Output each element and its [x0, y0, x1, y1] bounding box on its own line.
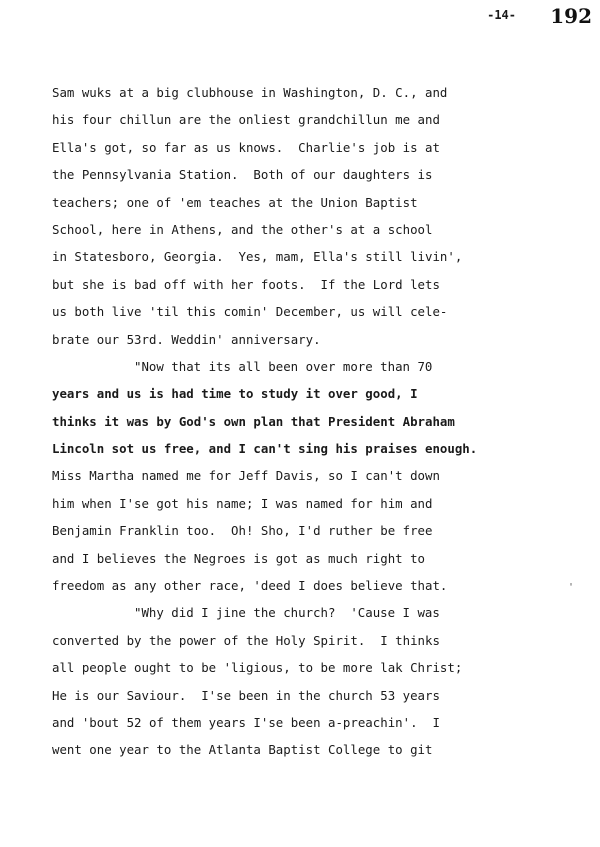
text-line: brate our 53rd. Weddin' anniversary. [52, 331, 321, 347]
text-line: him when I'se got his name; I was named for him and [52, 495, 433, 511]
text-line: Sam wuks at a big clubhouse in Washington, D. C., and [52, 85, 448, 100]
text-line: years and us is had time to study it over good, I [52, 386, 418, 402]
margin-mark: ' [568, 582, 575, 593]
text-line: the Pennsylvania Station. Both of our daughters is [52, 167, 433, 183]
page-number: -14- [487, 8, 516, 22]
stamped-page-number: 192 [550, 4, 592, 28]
text-line: and I believes the Negroes is got as much right to [52, 550, 425, 566]
text-line: all people ought to be 'ligious, to be more lak Christ; [52, 660, 463, 676]
text-line: went one year to the Atlanta Baptist College to git [52, 742, 433, 758]
paragraph-start-line: "Now that its all been over more than 70 [134, 358, 433, 374]
text-line: his four chillun are the onliest grandchillun me and [52, 112, 440, 128]
typed-text-body [52, 79, 582, 764]
text-line: converted by the power of the Holy Spirit. I thinks [52, 632, 440, 648]
text-line: teachers; one of 'em teaches at the Union Baptist [52, 194, 418, 210]
page-header [452, 4, 592, 28]
text-line: thinks it was by God's own plan that President Abraham [52, 413, 455, 429]
text-line: us both live 'til this comin' December, us will cele- [52, 304, 448, 320]
text-line: in Statesboro, Georgia. Yes, mam, Ella's still livin', [52, 249, 463, 265]
text-line: He is our Saviour. I'se been in the church 53 years [52, 687, 440, 703]
text-line: School, here in Athens, and the other's at a school [52, 221, 433, 237]
text-line: Benjamin Franklin too. Oh! Sho, I'd ruther be free [52, 523, 433, 539]
text-line: and 'bout 52 of them years I'se been a-preachin'. I [52, 714, 440, 730]
text-line: Ella's got, so far as us knows. Charlie's job is at [52, 139, 440, 155]
text-line: Lincoln sot us free, and I can't sing his praises enough. [52, 441, 478, 457]
paragraph-start-line: "Why did I jine the church? 'Cause I was [134, 605, 440, 621]
text-line: freedom as any other race, 'deed I does believe that. [52, 578, 448, 594]
text-line: Miss Martha named me for Jeff Davis, so I can't down [52, 468, 440, 484]
text-line: but she is bad off with her foots. If the Lord lets [52, 276, 440, 292]
